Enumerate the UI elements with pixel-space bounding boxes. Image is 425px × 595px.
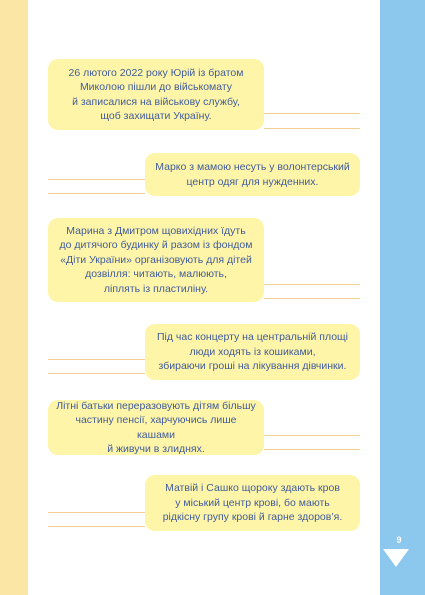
bubble-3-line: ліплять із пластиліну. xyxy=(103,282,209,295)
bubble-6-line: у міський центр крові, бо мають xyxy=(175,496,330,509)
writing-line xyxy=(264,298,360,299)
bubble-5-line: й живучи в злиднях. xyxy=(107,443,205,455)
bubble-3-line: дозвілля: читають, малюють, xyxy=(85,268,227,281)
bubble-1-text xyxy=(69,66,244,124)
writing-line xyxy=(48,359,145,360)
bubble-1-line: щоб захищати Україну. xyxy=(100,110,212,122)
bubble-4-line: Під час концерту на центральній площі xyxy=(156,331,349,344)
bubble-5-text xyxy=(56,399,256,457)
left-yellow-stripe xyxy=(0,0,28,595)
bubble-2 xyxy=(145,153,360,196)
bubble-5 xyxy=(48,400,264,455)
writing-line xyxy=(264,113,360,114)
bubble-4-text xyxy=(157,330,348,374)
bubble-5-line: частину пенсії, харчуючись лише кашами xyxy=(75,414,237,441)
bubble-2-line: центр одяг для нужденних. xyxy=(186,175,319,188)
bubble-4 xyxy=(145,324,360,380)
bubble-1-line: Миколою пішли до військомату xyxy=(79,81,233,93)
right-blue-stripe xyxy=(380,0,425,595)
bubble-6-line: Матвій і Сашко щороку здають кров xyxy=(165,482,340,495)
writing-line xyxy=(48,373,145,374)
bubble-6 xyxy=(145,475,360,531)
writing-line xyxy=(264,449,360,450)
bubble-6-line: рідкісну групу крові й гарне здоров’я. xyxy=(162,511,343,524)
writing-line xyxy=(264,435,360,436)
writing-line xyxy=(264,284,360,285)
bubble-3-line: до дитячого будинку й разом із фондом xyxy=(59,239,253,252)
writing-line xyxy=(48,526,145,527)
bubble-6-text xyxy=(163,481,343,525)
bubble-1-line: 26 лютого 2022 року Юрій із братом xyxy=(68,66,244,79)
bubble-4-line: люди ходять із кошиками, xyxy=(189,345,316,358)
bubble-1 xyxy=(48,59,264,130)
bubble-3-line: «Діти України» організовують для дітей xyxy=(60,253,252,266)
bubble-2-text xyxy=(155,160,350,189)
bubble-3-text xyxy=(60,224,253,297)
bubble-4-line: збираючи гроші на лікування дівчинки. xyxy=(158,360,347,373)
page-number: 9 xyxy=(396,535,402,545)
bubble-1-line: й записалися на військову службу, xyxy=(72,95,240,108)
bubble-3 xyxy=(48,218,264,302)
bubble-5-line: Літні батьки переразовують дітям більшу xyxy=(56,399,256,412)
writing-line xyxy=(48,193,145,194)
triangle-down-icon xyxy=(383,549,409,567)
writing-line xyxy=(48,179,145,180)
bubble-2-line: Марко з мамою несуть у волонтерський xyxy=(155,161,350,173)
writing-line xyxy=(48,512,145,513)
writing-line xyxy=(264,128,360,129)
bubble-3-line: Марина з Дмитром щовихідних їдуть xyxy=(66,224,246,237)
